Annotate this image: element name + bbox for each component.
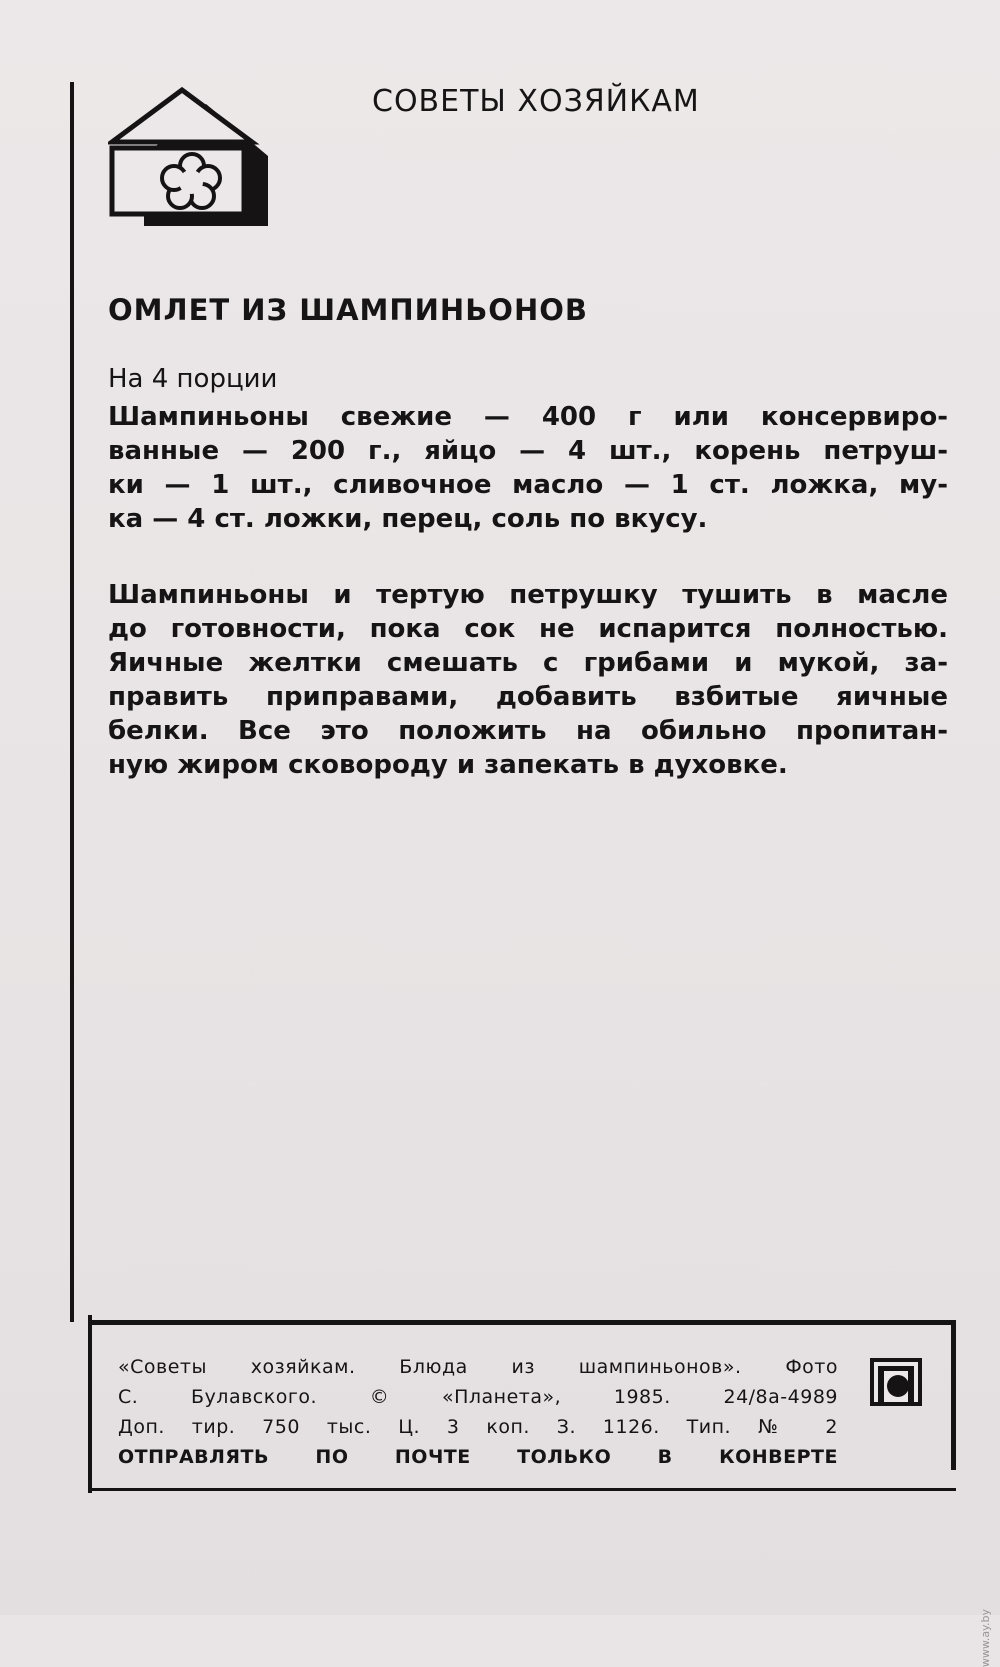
ingredients-line: ки — 1 шт., сливочное масло — 1 ст. ложка, му- xyxy=(108,470,948,500)
watermark: www.ay.by xyxy=(979,1609,992,1667)
method-line: править приправами, добавить взбитые яичные xyxy=(108,682,948,712)
servings: На 4 порции xyxy=(108,364,278,394)
ingredients-line: ка — 4 ст. ложки, перец, соль по вкусу. xyxy=(108,504,708,534)
imprint-line: Доп. тир. 750 тыс. Ц. 3 коп. З. 1126. Тип. № 2 xyxy=(118,1416,838,1438)
imprint-box-left-line xyxy=(88,1315,92,1493)
method-line: белки. Все это положить на обильно пропитан- xyxy=(108,716,948,746)
mailing-notice: ОТПРАВЛЯТЬ ПО ПОЧТЕ ТОЛЬКО В КОНВЕРТЕ xyxy=(118,1446,838,1468)
method-line: Яичные желтки смешать с грибами и мукой, за- xyxy=(108,648,948,678)
ingredients-paragraph xyxy=(108,400,948,536)
publisher-imprint xyxy=(118,1352,838,1472)
recipe-title: ОМЛЕТ ИЗ ШАМПИНЬОНОВ xyxy=(108,293,588,327)
left-border-line xyxy=(70,82,74,1322)
house-with-flower-icon xyxy=(108,86,276,236)
ingredients-line: ванные — 200 г., яйцо — 4 шт., корень петруш- xyxy=(108,436,948,466)
imprint-box-bottom-line xyxy=(88,1488,956,1491)
planeta-publisher-icon xyxy=(870,1356,922,1408)
imprint-box-right-line xyxy=(951,1320,956,1470)
series-header: СОВЕТЫ ХОЗЯЙКАМ xyxy=(372,84,700,119)
method-paragraph xyxy=(108,578,948,782)
imprint-box-top-line xyxy=(90,1320,956,1325)
imprint-line: «Советы хозяйкам. Блюда из шампиньонов». Фото xyxy=(118,1356,838,1378)
method-line: до готовности, пока сок не испарится полностью. xyxy=(108,614,948,644)
method-line: Шампиньоны и тертую петрушку тушить в масле xyxy=(108,580,948,610)
ingredients-line: Шампиньоны свежие — 400 г или консервиро- xyxy=(108,402,948,432)
imprint-line: С. Булавского. © «Планета», 1985. 24/8а-4989 xyxy=(118,1386,838,1408)
method-line: ную жиром сковороду и запекать в духовке. xyxy=(108,750,788,780)
